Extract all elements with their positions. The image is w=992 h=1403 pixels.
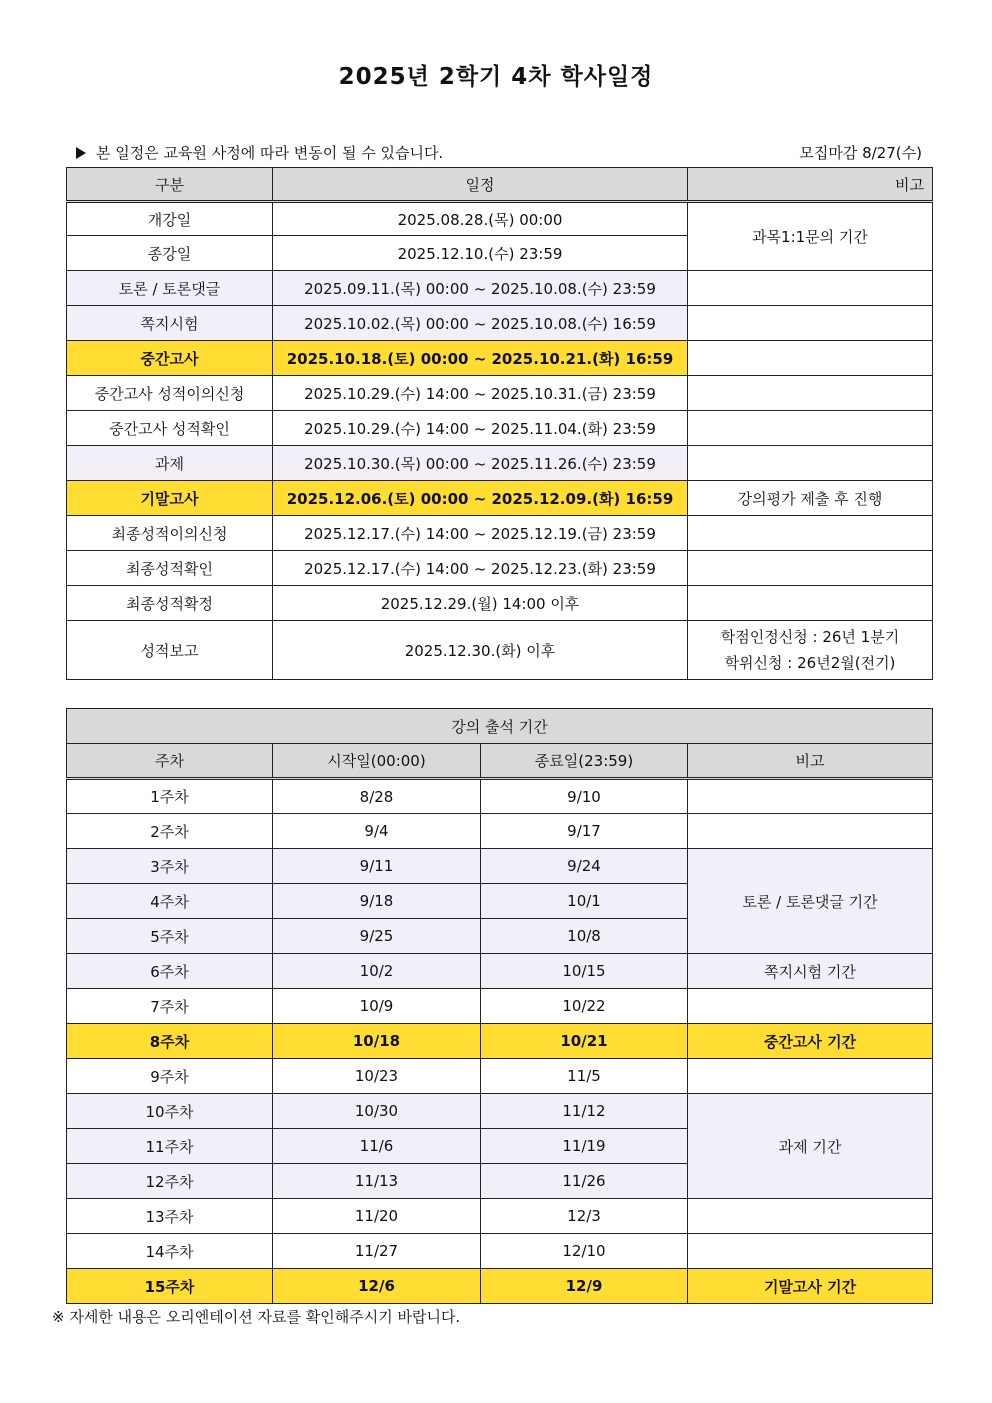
header-note: 비고 [688,744,933,779]
row-date: 2025.12.29.(월) 14:00 이후 [273,586,688,621]
triangle-bullet-icon [76,147,86,159]
week: 5주차 [67,919,273,954]
table-row [67,621,933,680]
row-date: 2025.12.06.(토) 00:00 ~ 2025.12.09.(화) 16:59 [273,481,688,516]
week-note: 과제 기간 [688,1094,933,1199]
start-date: 9/18 [273,884,481,919]
week: 11주차 [67,1129,273,1164]
start-date: 11/13 [273,1164,481,1199]
row-note [688,341,933,376]
end-date: 11/12 [481,1094,688,1129]
attendance-header-row [67,744,933,779]
table-row [67,1094,933,1129]
row-category: 기말고사 [67,481,273,516]
row-category: 과제 [67,446,273,481]
attendance-title-row [67,709,933,744]
table-row [67,814,933,849]
schedule-header-row [67,168,933,202]
week: 3주차 [67,849,273,884]
start-date: 12/6 [273,1269,481,1304]
row-category: 최종성적확정 [67,586,273,621]
week-note: 쪽지시험 기간 [688,954,933,989]
row-note [688,446,933,481]
row-note [688,411,933,446]
end-date: 10/1 [481,884,688,919]
week: 6주차 [67,954,273,989]
row-date: 2025.10.30.(목) 00:00 ~ 2025.11.26.(수) 23:59 [273,446,688,481]
end-date: 10/21 [481,1024,688,1059]
row-note: 과목1:1문의 기간 [688,202,933,271]
row-category: 중간고사 성적이의신청 [67,376,273,411]
row-date: 2025.12.17.(수) 14:00 ~ 2025.12.23.(화) 23:59 [273,551,688,586]
notice-row [76,142,922,162]
footer-note: ※ 자세한 내용은 오리엔테이션 자료를 확인해주시기 바랍니다. [52,1308,461,1326]
start-date: 11/27 [273,1234,481,1269]
table-row [67,411,933,446]
row-date: 2025.09.11.(목) 00:00 ~ 2025.10.08.(수) 23:59 [273,271,688,306]
table-row [67,989,933,1024]
week-note [688,779,933,814]
row-date: 2025.08.28.(목) 00:00 [273,202,688,236]
row-note [688,271,933,306]
row-category: 최종성적이의신청 [67,516,273,551]
end-date: 11/26 [481,1164,688,1199]
end-date: 10/8 [481,919,688,954]
week-note [688,1059,933,1094]
table-row [67,551,933,586]
week: 7주차 [67,989,273,1024]
start-date: 9/4 [273,814,481,849]
week: 14주차 [67,1234,273,1269]
start-date: 11/20 [273,1199,481,1234]
week: 12주차 [67,1164,273,1199]
week-note [688,1234,933,1269]
week-note [688,814,933,849]
table-row [67,516,933,551]
table-row [67,954,933,989]
end-date: 10/15 [481,954,688,989]
row-category: 쪽지시험 [67,306,273,341]
row-note [688,586,933,621]
row-note [688,551,933,586]
row-date: 2025.10.02.(목) 00:00 ~ 2025.10.08.(수) 16:59 [273,306,688,341]
header-end: 종료일(23:59) [481,744,688,779]
start-date: 10/2 [273,954,481,989]
row-date: 2025.10.29.(수) 14:00 ~ 2025.10.31.(금) 23:59 [273,376,688,411]
row-note [688,621,933,680]
week: 2주차 [67,814,273,849]
end-date: 12/10 [481,1234,688,1269]
week: 15주차 [67,1269,273,1304]
row-category: 중간고사 성적확인 [67,411,273,446]
table-row [67,1199,933,1234]
row-date: 2025.12.17.(수) 14:00 ~ 2025.12.19.(금) 23:59 [273,516,688,551]
notice [76,142,443,163]
schedule-table [66,167,933,680]
table-row [67,779,933,814]
start-date: 10/18 [273,1024,481,1059]
row-category: 성적보고 [67,621,273,680]
end-date: 10/22 [481,989,688,1024]
row-category: 중간고사 [67,341,273,376]
start-date: 10/9 [273,989,481,1024]
start-date: 9/11 [273,849,481,884]
start-date: 10/30 [273,1094,481,1129]
row-note [688,376,933,411]
row-note [688,516,933,551]
table-row-highlight [67,1269,933,1304]
end-date: 9/24 [481,849,688,884]
week-note [688,989,933,1024]
end-date: 9/17 [481,814,688,849]
header-category: 구분 [67,168,273,202]
end-date: 12/9 [481,1269,688,1304]
end-date: 11/19 [481,1129,688,1164]
page-title: 2025년 2학기 4차 학사일정 [338,64,654,90]
end-date: 12/3 [481,1199,688,1234]
table-row [67,446,933,481]
table-row-highlight [67,481,933,516]
week: 13주차 [67,1199,273,1234]
row-note: 강의평가 제출 후 진행 [688,481,933,516]
row-note [688,306,933,341]
row-category: 최종성적확인 [67,551,273,586]
week-note: 기말고사 기간 [688,1269,933,1304]
end-date: 9/10 [481,779,688,814]
recruit-deadline: 모집마감 8/27(수) [799,144,922,162]
week: 1주차 [67,779,273,814]
note-credit: 학점인정신청 : 26년 1분기 [720,628,900,646]
row-date: 2025.12.10.(수) 23:59 [273,236,688,271]
start-date: 9/25 [273,919,481,954]
week: 9주차 [67,1059,273,1094]
table-row [67,376,933,411]
week: 8주차 [67,1024,273,1059]
table-row [67,1234,933,1269]
start-date: 11/6 [273,1129,481,1164]
week-note: 토론 / 토론댓글 기간 [688,849,933,954]
row-category: 개강일 [67,202,273,236]
notice-text: 본 일정은 교육원 사정에 따라 변동이 될 수 있습니다. [96,144,444,162]
attendance-title: 강의 출석 기간 [67,709,933,744]
table-row-highlight [67,341,933,376]
row-category: 종강일 [67,236,273,271]
attendance-table [66,708,933,1304]
row-date: 2025.10.29.(수) 14:00 ~ 2025.11.04.(화) 23:59 [273,411,688,446]
start-date: 8/28 [273,779,481,814]
start-date: 10/23 [273,1059,481,1094]
row-date: 2025.10.18.(토) 00:00 ~ 2025.10.21.(화) 16:59 [273,341,688,376]
header-week: 주차 [67,744,273,779]
table-row [67,849,933,884]
week: 10주차 [67,1094,273,1129]
table-row [67,271,933,306]
end-date: 11/5 [481,1059,688,1094]
week-note [688,1199,933,1234]
week-note: 중간고사 기간 [688,1024,933,1059]
table-row-highlight [67,1024,933,1059]
row-date: 2025.12.30.(화) 이후 [273,621,688,680]
table-row [67,306,933,341]
table-row [67,202,933,236]
header-start: 시작일(00:00) [273,744,481,779]
header-note: 비고 [688,168,933,202]
table-row [67,586,933,621]
week: 4주차 [67,884,273,919]
table-row [67,1059,933,1094]
row-category: 토론 / 토론댓글 [67,271,273,306]
header-date: 일정 [273,168,688,202]
note-degree: 학위신청 : 26년2월(전기) [724,654,896,672]
